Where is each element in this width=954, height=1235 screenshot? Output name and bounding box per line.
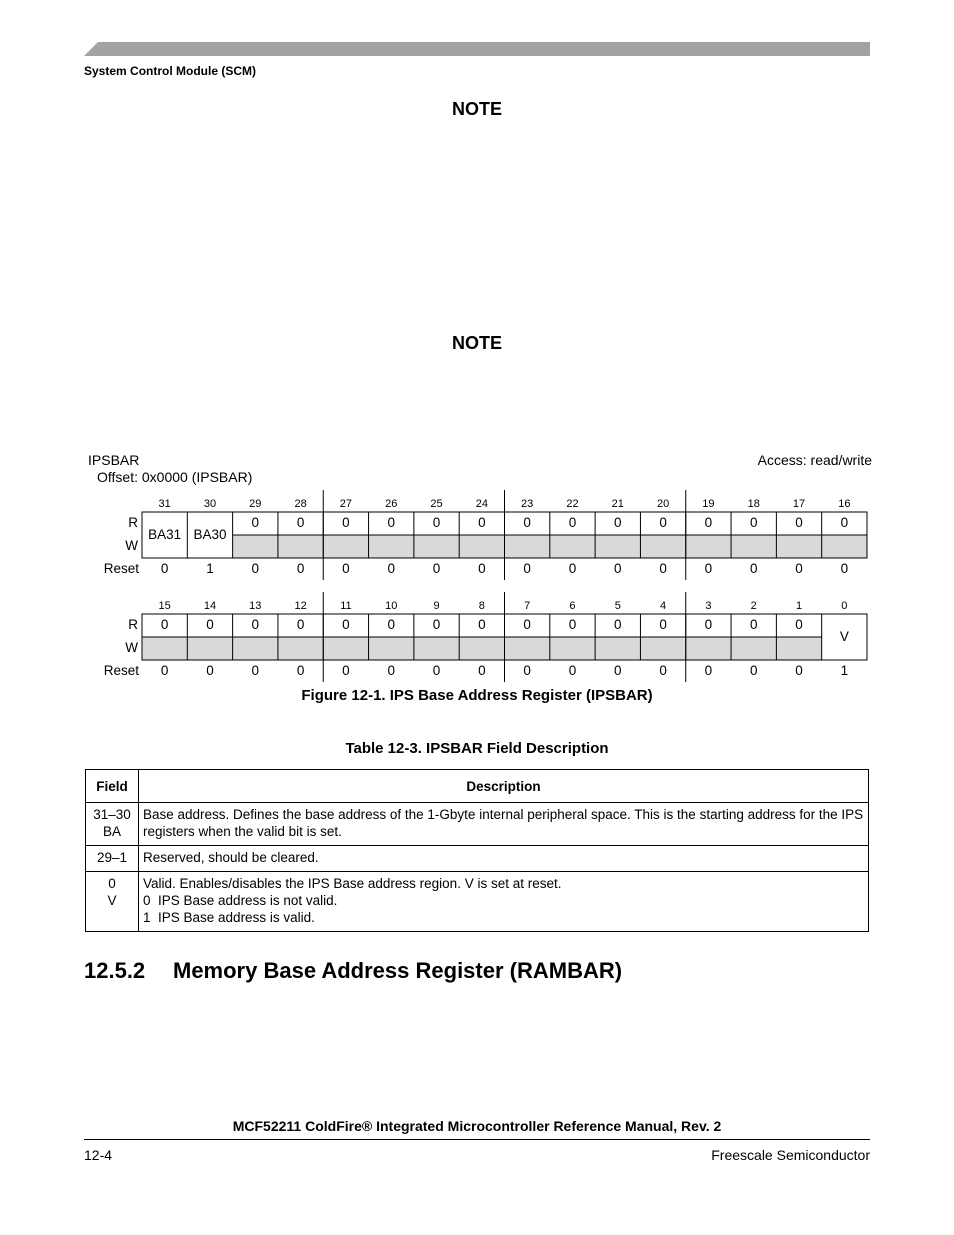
write-cell (686, 535, 731, 558)
read-value: 0 (795, 515, 803, 530)
field-name: BA (102, 824, 121, 839)
bit-number: 13 (249, 600, 262, 612)
read-value: 0 (478, 617, 486, 632)
reset-value: 0 (795, 561, 803, 576)
write-cell (595, 535, 640, 558)
field-description-table (85, 769, 869, 932)
register-name: IPSBAR (88, 452, 140, 468)
bit-number: 20 (656, 498, 670, 510)
reset-value: 0 (704, 663, 713, 678)
write-cell (187, 637, 232, 660)
description-cell (139, 872, 869, 932)
read-value: 0 (387, 515, 395, 530)
write-cell (731, 535, 776, 558)
reset-value: 0 (614, 561, 622, 576)
bit-number: 3 (705, 600, 712, 612)
table-row (86, 872, 869, 932)
register-access: Access: read/write (757, 452, 872, 468)
bit-number: 29 (249, 498, 262, 510)
bit-number: 27 (339, 498, 353, 510)
reset-value: 0 (523, 561, 531, 576)
bit-number: 6 (569, 600, 576, 612)
section-number: 12.5.2 (84, 958, 146, 983)
row-label-write: W (125, 538, 138, 553)
description-option: 1 IPS Base address is valid. (143, 910, 315, 925)
read-value: 0 (795, 617, 803, 632)
write-cell (414, 535, 459, 558)
bit-number: 25 (430, 498, 443, 510)
reset-value: 0 (432, 561, 441, 576)
write-cell (776, 637, 821, 660)
reset-value: 0 (160, 663, 169, 678)
row-label-read: R (128, 515, 138, 530)
write-cell (142, 637, 187, 660)
read-value: 0 (840, 515, 849, 530)
note-heading-1: NOTE (451, 99, 502, 119)
read-value: 0 (749, 617, 758, 632)
read-value: 0 (659, 515, 667, 530)
read-value: 0 (568, 515, 577, 530)
section-title: Memory Base Address Register (RAMBAR) (173, 958, 623, 983)
read-value: 0 (387, 617, 395, 632)
bit-number: 9 (433, 600, 440, 612)
read-value: 0 (342, 515, 350, 530)
running-head: System Control Module (SCM) (84, 64, 257, 78)
read-value: 0 (206, 617, 214, 632)
table-header-row (86, 770, 869, 803)
write-cell (640, 535, 685, 558)
reset-value: 0 (206, 663, 214, 678)
write-cell (278, 535, 323, 558)
write-cell (459, 535, 504, 558)
figure-caption: Figure 12-1. IPS Base Address Register (IPSBAR) (301, 687, 653, 704)
reset-value: 0 (704, 561, 713, 576)
reset-value: 0 (342, 561, 350, 576)
field-label: BA30 (193, 527, 227, 542)
bit-number: 31 (158, 498, 171, 510)
bit-number: 17 (792, 498, 806, 510)
bit-number: 4 (660, 600, 667, 612)
read-value: 0 (296, 515, 305, 530)
footer-page-number: 12-4 (84, 1147, 113, 1163)
read-value: 0 (160, 617, 169, 632)
write-cell (595, 637, 640, 660)
write-cell (233, 637, 278, 660)
field-column-header: Field (86, 770, 139, 803)
reset-value: 0 (523, 663, 531, 678)
reset-value: 0 (840, 561, 849, 576)
write-cell (278, 637, 323, 660)
field-label: V (839, 629, 849, 644)
bit-number: 22 (566, 498, 579, 510)
read-value: 0 (478, 515, 486, 530)
read-value: 0 (523, 515, 531, 530)
read-value: 0 (568, 617, 577, 632)
bit-number: 21 (611, 498, 624, 510)
write-cell (323, 637, 368, 660)
write-cell (369, 637, 414, 660)
field-bits: 0 (108, 876, 116, 891)
header-bar-graphic (84, 42, 870, 56)
reset-value: 0 (296, 663, 305, 678)
write-cell (550, 535, 595, 558)
reset-value: 1 (206, 561, 214, 576)
bit-number: 2 (750, 600, 757, 612)
description-option: 0 IPS Base address is not valid. (143, 893, 338, 908)
read-value: 0 (251, 515, 260, 530)
field-label: BA31 (148, 527, 182, 542)
description-text: Valid. Enables/disables the IPS Base address region. V is set at reset. (143, 876, 562, 891)
bit-number: 1 (795, 600, 803, 612)
row-label-write: W (125, 640, 138, 655)
reset-value: 0 (251, 561, 260, 576)
reset-value: 0 (478, 561, 486, 576)
section-heading (84, 958, 622, 984)
table-row (86, 803, 869, 846)
bit-number: 24 (475, 498, 488, 510)
reset-value: 0 (614, 663, 622, 678)
register-offset: Offset: 0x0000 (IPSBAR) (97, 469, 253, 485)
note-heading-2: NOTE (451, 333, 502, 353)
read-value: 0 (432, 617, 441, 632)
footer-rule (84, 1139, 870, 1140)
reset-value: 0 (659, 561, 667, 576)
write-cell (459, 637, 504, 660)
description-text: Reserved, should be cleared. (143, 850, 319, 865)
read-value: 0 (432, 515, 441, 530)
bit-number: 7 (524, 600, 531, 612)
footer-title: MCF52211 ColdFire® Integrated Microcontroller Reference Manual, Rev. 2 (232, 1118, 722, 1134)
reset-value: 1 (840, 663, 849, 678)
reset-value: 0 (795, 663, 803, 678)
bit-number: 12 (294, 600, 307, 612)
reset-value: 0 (659, 663, 667, 678)
description-column-header: Description (139, 770, 869, 803)
read-value: 0 (614, 515, 622, 530)
write-cell (323, 535, 368, 558)
reset-value: 0 (251, 663, 260, 678)
row-label-reset: Reset (103, 663, 139, 678)
write-cell (414, 637, 459, 660)
write-cell (640, 637, 685, 660)
table-caption: Table 12-3. IPSBAR Field Description (345, 740, 609, 757)
reset-value: 0 (749, 561, 758, 576)
reset-value: 0 (387, 561, 395, 576)
bit-number: 16 (838, 498, 851, 510)
write-cell (233, 535, 278, 558)
read-value: 0 (296, 617, 305, 632)
bit-number: 30 (203, 498, 217, 510)
table-row (86, 846, 869, 872)
write-cell (550, 637, 595, 660)
reset-value: 0 (342, 663, 350, 678)
write-cell (505, 637, 550, 660)
bit-number: 28 (294, 498, 307, 510)
field-cell (86, 846, 139, 872)
bit-number: 8 (478, 600, 485, 612)
bit-number: 14 (203, 600, 217, 612)
row-label-reset: Reset (103, 561, 139, 576)
description-text: Base address. Defines the base address of the 1-Gbyte internal peripheral space. This is the starting address for the IPS registers when the valid bit is set. (143, 807, 864, 839)
bit-number: 23 (521, 498, 534, 510)
write-cell (505, 535, 550, 558)
field-cell (86, 803, 139, 846)
bit-number: 0 (841, 600, 848, 612)
read-value: 0 (704, 515, 713, 530)
reset-value: 0 (749, 663, 758, 678)
write-cell (686, 637, 731, 660)
read-value: 0 (659, 617, 667, 632)
reset-value: 0 (568, 663, 577, 678)
reset-value: 0 (296, 561, 305, 576)
field-bits: 29–1 (96, 850, 128, 865)
bit-number: 10 (385, 600, 398, 612)
field-cell (86, 872, 139, 932)
description-cell (139, 846, 869, 872)
read-value: 0 (251, 617, 260, 632)
reset-value: 0 (160, 561, 169, 576)
read-value: 0 (523, 617, 531, 632)
write-cell (776, 535, 821, 558)
reset-value: 0 (432, 663, 441, 678)
description-cell (139, 803, 869, 846)
field-bits: 31–30 (93, 807, 131, 822)
bit-number: 19 (702, 498, 715, 510)
bit-number: 15 (158, 600, 171, 612)
write-cell (731, 637, 776, 660)
footer-company: Freescale Semiconductor (711, 1147, 870, 1163)
row-label-read: R (128, 617, 138, 632)
bit-number: 11 (340, 600, 352, 612)
read-value: 0 (342, 617, 350, 632)
read-value: 0 (749, 515, 758, 530)
reset-value: 0 (568, 561, 577, 576)
bit-number: 5 (614, 600, 621, 612)
field-name: V (107, 893, 117, 908)
reset-value: 0 (387, 663, 395, 678)
bit-number: 18 (747, 498, 760, 510)
register-diagram (0, 485, 954, 685)
bit-number: 26 (385, 498, 398, 510)
reset-value: 0 (478, 663, 486, 678)
read-value: 0 (704, 617, 713, 632)
write-cell (822, 535, 867, 558)
read-value: 0 (614, 617, 622, 632)
write-cell (369, 535, 414, 558)
